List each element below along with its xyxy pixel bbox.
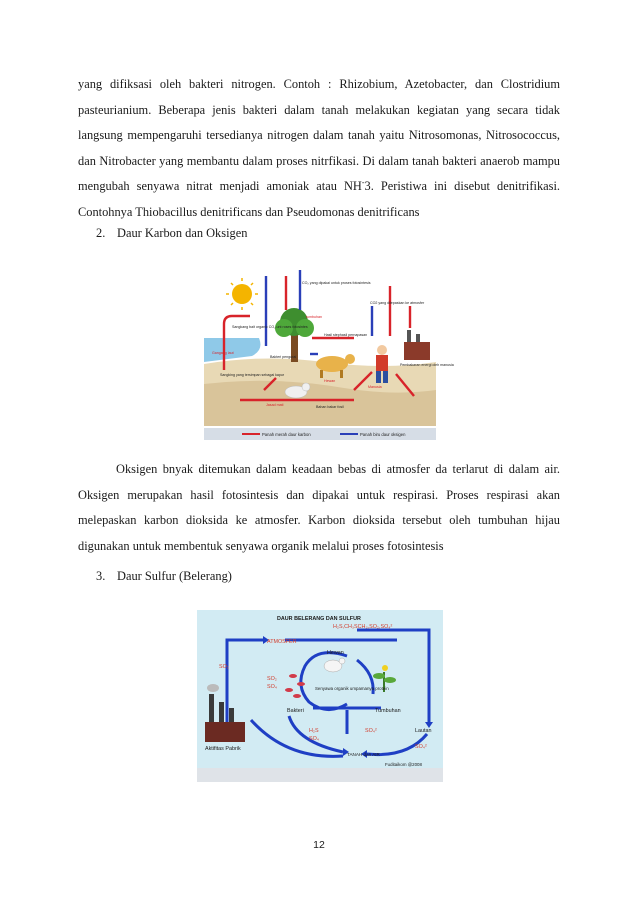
heading-carbon-oxygen-cycle: 2. Daur Karbon dan Oksigen <box>96 226 248 240</box>
label-fossil-fuel: Bahan bakar fosil <box>316 405 344 409</box>
label-human: Manusia <box>368 385 382 389</box>
label-food-chain: Hasil stephasil pernapasan <box>324 333 368 337</box>
carbon-oxygen-cycle-figure <box>204 266 454 447</box>
label-atmosfer: ATMOSFER <box>267 639 297 645</box>
paragraph-nitrogen-bacteria: yang difiksasi oleh bakteri nitrogen. Contoh : Rhizobium, Azetobacter, dan Clostridium pasteurianium. Beberapa jenis bakteri dalam tanah melakukan kegiatan yang secara tidak langsung mempengaruhi tersedianya nitrogen dalam tanah yaitu Nitrosomonas, Nitrosococcus, dan Nitrobacter yang membantu dalam proses nitrfikasi. Di dalam tanah bakteri anaerob mampu mengubah senyawa nitrat menjadi amoniak atau NH-3. Peristiwa ini disebut denitrifikasi. Contohnya Thiobacillus denitrificans dan Pseudomonas denitrificans <box>78 77 560 219</box>
sulfur-cycle-figure <box>197 610 443 787</box>
label-factory: Pembakaran energi oleh manusia <box>400 363 454 367</box>
label-pabrik: Aktifitas Pabrik <box>205 746 241 752</box>
legend-carbon-cycle: Panah merah daur karbon <box>262 432 311 437</box>
label-so2-mid: SO₂ <box>267 676 277 682</box>
figure-title: DAUR BELERANG DAN SULFUR <box>277 616 361 622</box>
label-h2s: H₂S <box>309 728 319 734</box>
label-gases: H₂S,CH₃SCH₃,SO₂,SO₄² <box>333 624 393 630</box>
label-co2-released: CO2 yang dilepaskan ke atmosfer <box>370 301 425 305</box>
label-lautan: Lautan <box>415 728 432 734</box>
label-sunlight: Sangkang bait organic CO₂ unt roses fotosintes <box>232 325 308 329</box>
page-number: 12 <box>313 839 325 851</box>
label-plant: tumbuhan <box>306 315 322 319</box>
label-dead-animal: Jasad mati <box>266 403 284 407</box>
label-so2-left: SO₂ <box>219 664 229 670</box>
label-tanah: TANAH dan AIR <box>347 752 380 757</box>
label-so4-right: SO₄² <box>365 728 377 734</box>
label-so4-mid: SO₄ <box>267 684 277 690</box>
legend-oxygen-cycle: Panah biru daur oksigen <box>360 432 406 437</box>
label-bakteri: Bakteri <box>287 708 304 714</box>
paragraph-oxygen: Oksigen bnyak ditemukan dalam keadaan bebas di atmosfer da terlarut di dalam air. Oksigen merupakan hasil fotosintesis dan dipakai untuk respirasi. Proses respirasi akan melepaskan karbon dioksida ke atmosfer. Karbon dioksida tersebut oleh tumbuhan hijau digunakan untuk membentuk senyawa organik melalui proses fotosintesis <box>78 462 560 553</box>
label-tumbuhan: Tumbuhan <box>375 708 401 714</box>
label-so4-low: SO₄ <box>309 736 319 742</box>
label-hewan: Hewan <box>327 650 344 656</box>
figure-credit: Fuditaikom @2008 <box>385 762 422 767</box>
label-senyawa: Senyawa organik umpamanya protein <box>315 686 389 691</box>
label-co2-used: CO₂ yang dipakai untuk proses fotosintesis <box>302 281 371 285</box>
label-so4-far: SO₄² <box>415 744 427 750</box>
heading-sulfur-cycle: 3. Daur Sulfur (Belerang) <box>96 569 232 583</box>
label-animal: Hewan <box>324 379 336 383</box>
label-seaweed: Gangang laut <box>212 351 234 355</box>
label-fossil-layer: Sangking yang tersimpan sebagai kapur <box>220 373 285 377</box>
label-decomposer-bacteria: Bakteri pengurai <box>270 355 297 359</box>
